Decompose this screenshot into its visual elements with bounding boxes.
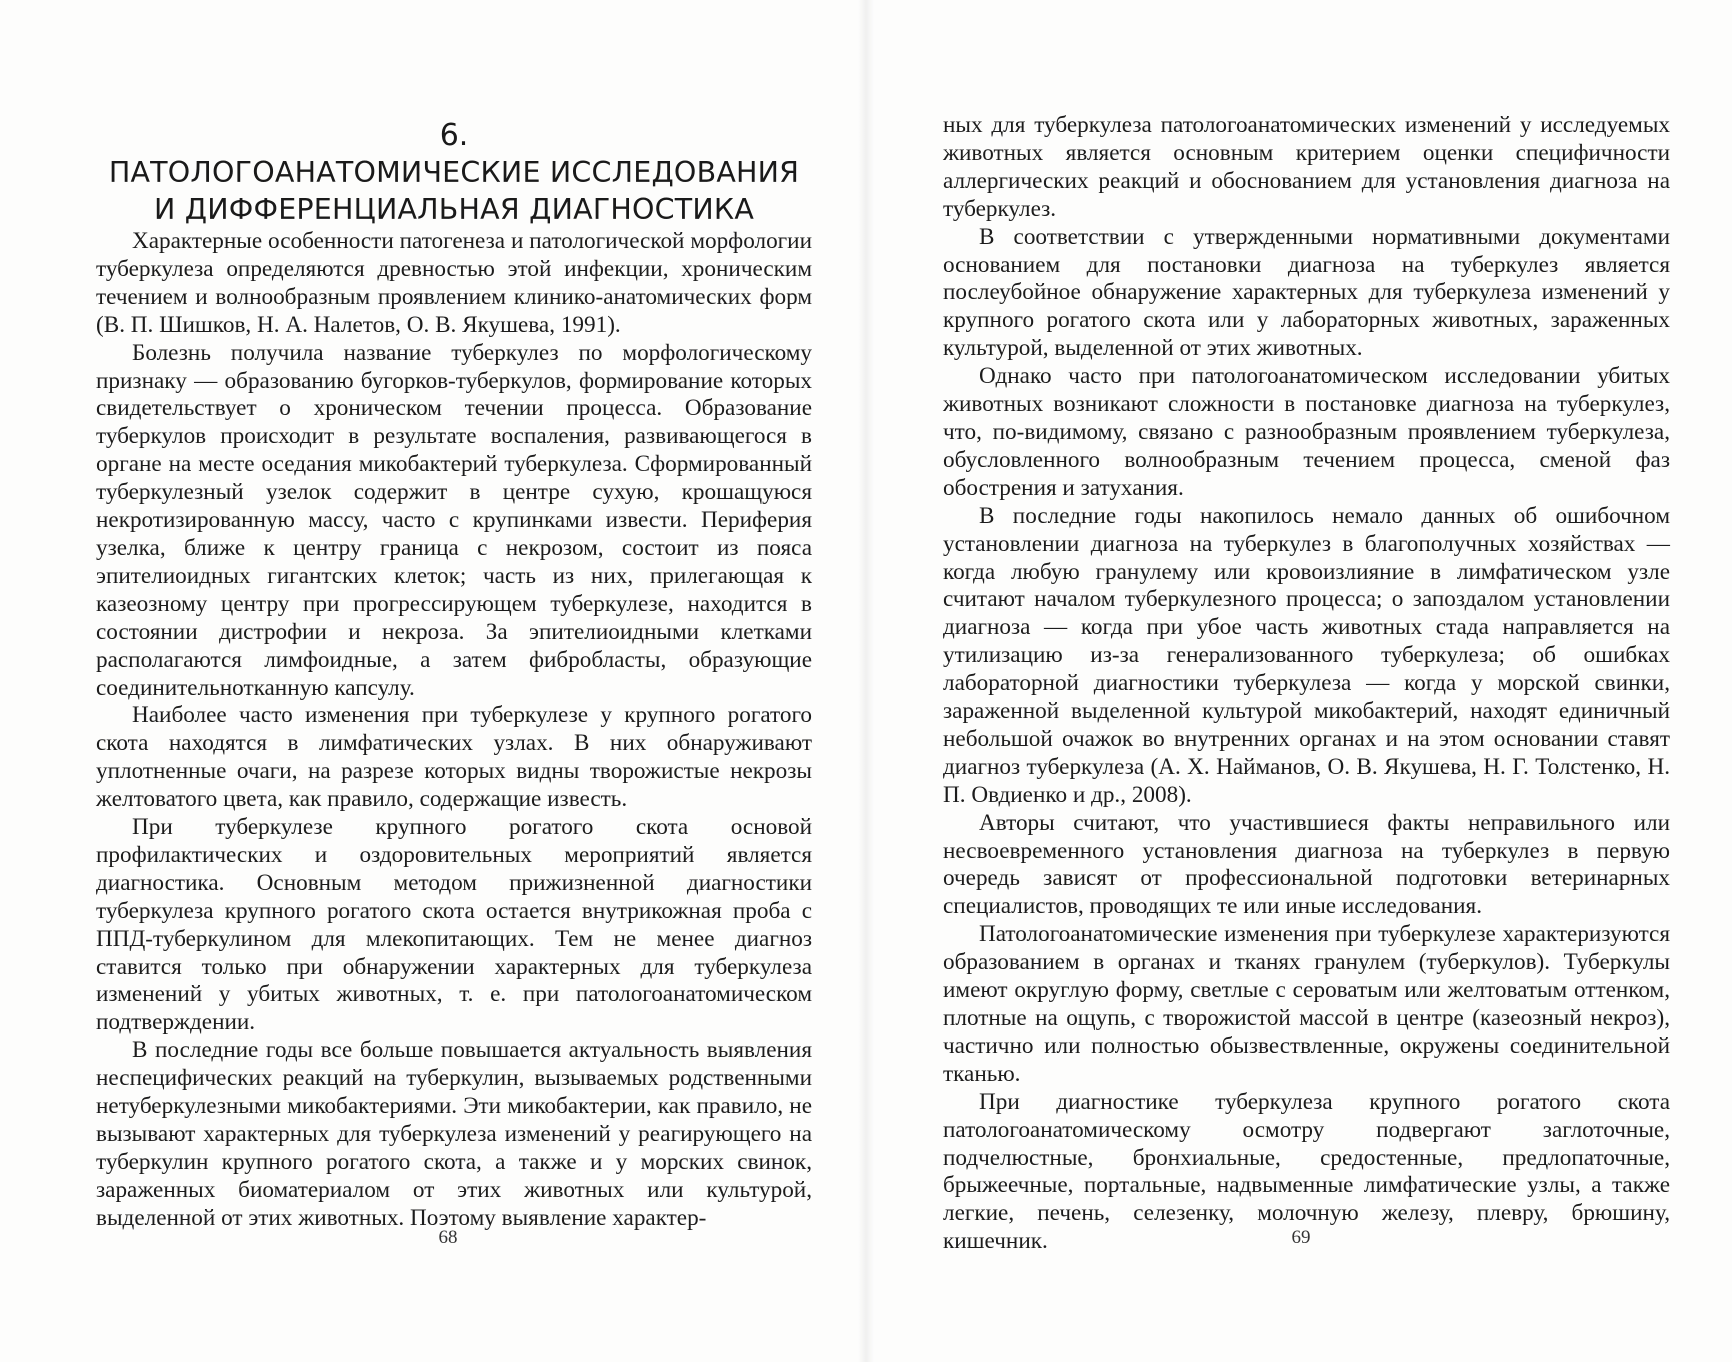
chapter-title-line-2: И ДИФФЕРЕНЦИАЛЬНАЯ ДИАГНОСТИКА [153,193,755,226]
continued-paragraph: ных для туберкулеза патологоанатомических изменений у исследуемых животных является основным критерием оценки специфичности аллергических реакций и обоснованием для установления диагноза на туберкулез. [943,112,1670,222]
paragraph: В последние годы накопилось немало данных об ошибочном установлении диагноза на туберкулез в благополучных хозяйствах — когда любую гранулему или кровоизлияние в лимфатическом узле считают началом туберкулезного процесса; о запоздалом установлении диагноза — когда при убое часть животных стада направляется на утилизацию из-за генерализованного туберкулеза; об ошибках лабораторной диагностики туберкулеза — когда у морской свинки, зараженной выделенной культурой микобактерий, находят единичный небольшой очажок во внутренних органах и на этом основании ставят диагноз туберкулеза (А. Х. Найманов, О. В. Якушева, Н. Г. Толстенко, Н. П. Овдиенко и др., 2008). [943,502,1670,808]
paragraph: В соответствии с утвержденными нормативными документами основанием для постановки диагноза на туберкулез является послеубойное обнаружение характерных для туберкулеза изменений у крупного рогатого скота или у лабораторных животных, зараженных культурой, выделенной от этих животных. [943,223,1670,362]
paragraph: Однако часто при патологоанатомическом исследовании убитых животных возникают сложности в постановке диагноза на туберкулез, что, по-видимому, связано с разнообразным проявлением туберкулеза, обусловленного волнообразным течением процесса, сменой фаз обострения и затухания. [943,363,1670,501]
paragraph: При диагностике туберкулеза крупного рогатого скота патологоанатомическому осмотру подвергают заглоточные, подчелюстные, бронхиальные, средостенные, предлопаточные, брыжеечные, портальные, надвыменные лимфатические узлы, а также легкие, печень, селезенку, молочную железу, плевру, брюшину, кишечник. [943,1088,1670,1255]
right-page-body [943,112,1670,1256]
paragraph: Авторы считают, что участившиеся факты неправильного или несвоевременного установления диагноза на туберкулез в первую очередь зависят от профессиональной подготовки ветеринарных специалистов, проводящих те или иные исследования. [943,809,1670,920]
left-page-body [96,228,812,1233]
paragraph: В последние годы все больше повышается актуальность выявления неспецифических реакций на туберкулин, вызываемых родственными нетуберкулезными микобактериями. Эти микобактерии, как правило, не вызывают характерных для туберкулеза изменений у реагирующего на туберкулин крупного рогатого скота, а также и у морских свинок, зараженных биоматериалом от этих животных или культурой, выделенной от этих животных. Поэтому выявление характер- [96,1037,812,1231]
paragraph: Характерные особенности патогенеза и патологической морфологии туберкулеза определяются древностью этой инфекции, хроническим течением и волнообразным проявлением клинико-анатомических форм (В. П. Шишков, Н. А. Налетов, О. В. Якушева, 1991). [96,228,812,338]
chapter-number: 6. [439,118,469,153]
chapter-header [96,118,812,228]
paragraph: При туберкулезе крупного рогатого скота основой профилактических и оздоровительных мероприятий является диагностика. Основным методом прижизненной диагностики туберкулеза крупного рогатого скота остается внутрикожная проба с ППД-туберкулином для млекопитающих. Тем не менее диагноз ставится только при обнаружении характерных для туберкулеза изменений у убитых животных, т. е. при патологоанатомическом подтверждении. [96,814,812,1036]
page-number-right: 69 [1291,1227,1311,1248]
paragraph: Болезнь получила название туберкулез по морфологическому признаку — образованию бугорков-туберкулов, формирование которых свидетельствует о хроническом течении процесса. Образование туберкулов происходит в результате воспаления, развивающегося в органе на месте оседания микобактерий туберкулеза. Сформированный туберкулезный узелок содержит в центре сухую, крошащуюся некротизированную массу, часто с крупинками извести. Периферия узелка, ближе к центру граница с некрозом, состоит из пояса эпителиоидных гигантских клеток; часть из них, прилегающая к казеозному центру при прогрессирующем туберкулезе, находится в состоянии дистрофии и некроза. За эпителиоидными клетками располагаются лимфоидные, а затем фибробласты, образующие соединительнотканную капсулу. [96,339,812,701]
page-number-left: 68 [438,1227,458,1248]
paragraph: Патологоанатомические изменения при туберкулезе характеризуются образованием в органах и тканях гранулем (туберкулов). Туберкулы имеют округлую форму, светлые с сероватым или желтоватым оттенком, плотные на ощупь, с творожистой массой в центре (казеозный некроз), частично или полностью обызвествленные, окружены соединительной тканью. [943,921,1670,1087]
right-page [866,0,1732,1362]
chapter-title-line-1: ПАТОЛОГОАНАТОМИЧЕСКИЕ ИССЛЕДОВАНИЯ [108,156,800,189]
paragraph: Наиболее часто изменения при туберкулезе у крупного рогатого скота находятся в лимфатических узлах. В них обнаруживают уплотненные очаги, на разрезе которых видны творожистые некрозы желтоватого цвета, как правило, содержащие известь. [96,702,812,813]
